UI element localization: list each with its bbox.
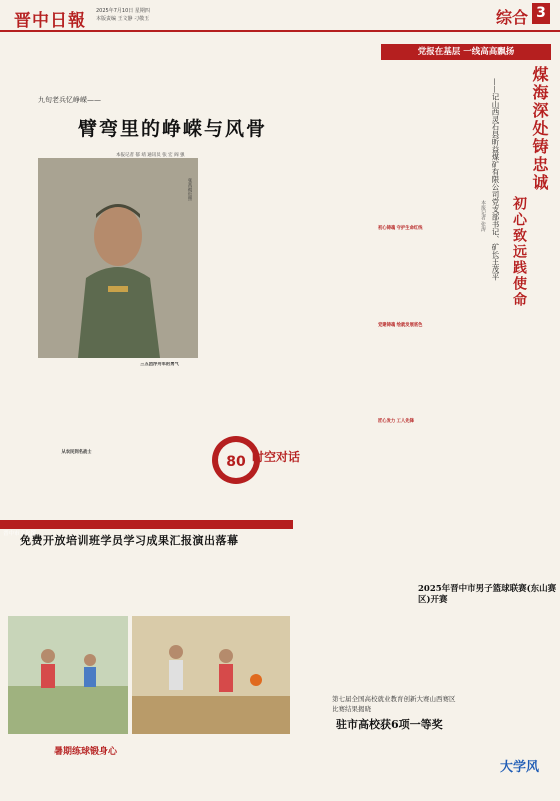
paper-logo: 晋中日報 <box>14 11 86 31</box>
basketball-body-2 <box>418 612 556 690</box>
page-number: 3 <box>532 3 550 24</box>
basketball-headline: 2025年晋中市男子篮球联赛(东山赛区)开赛 <box>418 584 557 605</box>
byline: 本报记者 张涛 <box>480 200 486 232</box>
subhead: 从农民到名战士 <box>61 450 92 455</box>
feature-body-left <box>38 362 198 510</box>
article-body-right <box>378 66 475 516</box>
photo-note <box>30 758 290 798</box>
svg-text:80: 80 <box>226 454 246 470</box>
section-bar-title: 晋中市文化馆 <box>3 531 37 537</box>
headline-line: 煤海深处铸忠诚 <box>530 66 549 192</box>
feature-body-right <box>203 160 373 430</box>
subhead: 初心铸魂 守护生命红线 <box>378 226 423 231</box>
stamp-text: 时空对话 <box>252 450 301 464</box>
veteran-portrait-icon <box>38 158 198 358</box>
headline-line: 初心致远践使命 <box>511 196 527 308</box>
basketball-body <box>296 578 416 678</box>
feature-byline: 本报记者 郁 靖 通讯员 张 宏 阎 强 <box>116 153 185 158</box>
section-bar <box>0 520 293 537</box>
page-editor: 本版责编 王文静 刁敬玉 <box>96 16 150 22</box>
kids-photo-left <box>8 616 128 734</box>
subhead: 三五团浮舟军的勇气 <box>140 362 179 367</box>
children-exercise-icon <box>8 616 128 734</box>
contest-kicker: 第七届全国高校就业教育创新大赛山西赛区 <box>332 695 456 703</box>
college-logo: 大学风 <box>500 760 540 775</box>
veteran-photo <box>38 158 198 358</box>
subhead: 匠心发力 工人先锋 <box>378 419 414 425</box>
basketball-kids-icon <box>132 616 290 734</box>
column-banner: 党报在基层 一线高高飘扬 <box>381 44 551 60</box>
contest-body-2 <box>500 690 556 746</box>
issue-date: 2025年7月10日 星期四 <box>96 8 150 14</box>
contest-headline: 驻市高校获6项一等奖 <box>336 718 443 731</box>
subhead: 党建铸魂 绘就发展底色 <box>378 322 423 328</box>
section-name: 综合 <box>495 8 528 27</box>
photo-caption: 张高福近照 <box>187 178 192 201</box>
culture-body <box>6 552 286 612</box>
headline-sub: ——记山西灵石县昕益煤矿有限公司党支部书记、矿长王茂平 <box>491 78 500 281</box>
feature-body-end <box>296 514 556 576</box>
kids-photo-right <box>132 616 290 734</box>
feature-headline: 臂弯里的峥嵘与风骨 <box>78 118 268 140</box>
feature-kicker: 九旬老兵忆峥嵘—— <box>38 96 101 104</box>
contest-kicker-2: 比赛结果揭晓 <box>332 705 371 713</box>
feature-body-tail <box>290 428 374 514</box>
masthead <box>0 0 560 32</box>
photo-title: 暑期练球锻身心 <box>54 747 118 757</box>
culture-headline: 免费开放培训班学员学习成果汇报演出落幕 <box>20 534 239 547</box>
contest-body <box>296 734 496 798</box>
